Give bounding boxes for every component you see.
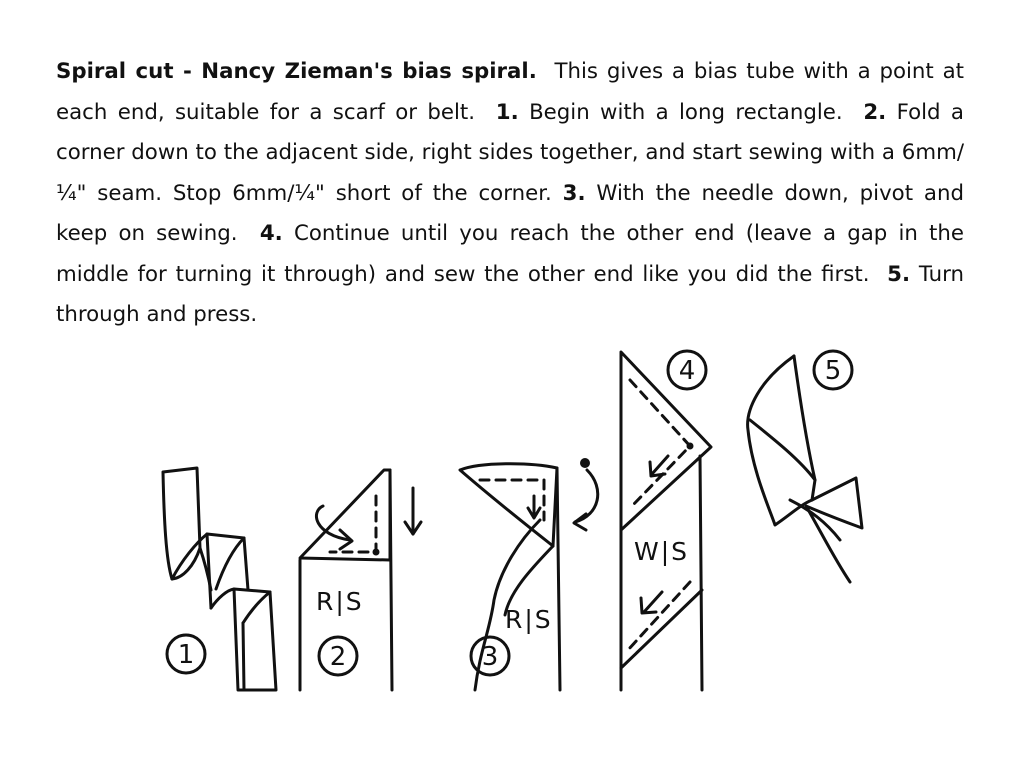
tube-inner-5 xyxy=(794,356,815,500)
right-side-label-3: R|S xyxy=(505,605,553,634)
needle-dot-4 xyxy=(687,443,694,450)
step-3-number: 3. xyxy=(562,180,586,206)
rectangle-middle-panel xyxy=(207,534,248,608)
instructions-intro: This gives a bias tube with a point at each end, suitable for a scarf or belt. xyxy=(56,59,965,125)
step-3-text: With the needle down, pivot and keep on sewing. xyxy=(56,180,964,246)
figure-4-continue-seam xyxy=(621,351,711,690)
step-4-number: 4. xyxy=(259,221,283,246)
lower-diagonal-4 xyxy=(621,590,702,668)
step-1-text: Begin with a long rectangle. xyxy=(529,99,843,125)
tube-outer-5 xyxy=(748,356,812,525)
rectangle-bottom-panel xyxy=(234,589,276,690)
needle-dot-3 xyxy=(580,458,590,468)
figure-3-pivot xyxy=(460,458,598,690)
step-1-number-label: 1 xyxy=(177,640,195,670)
folded-flap-3 xyxy=(460,464,557,546)
seam-line-4b xyxy=(628,582,690,650)
step-4-number-label: 4 xyxy=(678,356,696,386)
step-5-text: Turn through and press. xyxy=(56,261,965,327)
step-5-number: 5. xyxy=(887,261,911,287)
pivot-arrow-head xyxy=(574,514,586,530)
step-4-text: Continue until you reach the other end (leave a gap in the middle for turning it through) and sew the other end like you did the first. xyxy=(56,221,964,287)
rectangle-second-curl xyxy=(211,589,270,623)
step-2-number: 2. xyxy=(863,99,887,125)
figure-1-long-rectangle xyxy=(163,468,276,690)
needle-point-2 xyxy=(373,549,380,556)
down-arrow-3 xyxy=(528,496,540,518)
wrong-side-label-4: W|S xyxy=(634,537,690,566)
seam-line-4a xyxy=(630,380,690,506)
figure-5-turned-tube xyxy=(748,351,862,582)
step-2-text: Fold a corner down to the adjacent side, right sides together, and start sewing with a 6mm/¼" seam. Stop 6mm/¼" short of the corner. xyxy=(56,99,964,206)
arrow-4b xyxy=(641,592,662,613)
instructions-title: Spiral cut - Nancy Zieman's bias spiral. xyxy=(56,59,537,84)
figure-2-folded-corner xyxy=(300,470,421,690)
arrow-4a xyxy=(650,456,668,476)
right-side-label-2: R|S xyxy=(316,587,364,616)
step-5-number-label: 5 xyxy=(824,356,842,386)
step-1-number: 1. xyxy=(495,99,519,125)
strip-right-edge-3 xyxy=(557,468,560,690)
step-2-number-label: 2 xyxy=(329,642,347,672)
step-3-number-label: 3 xyxy=(481,642,499,672)
